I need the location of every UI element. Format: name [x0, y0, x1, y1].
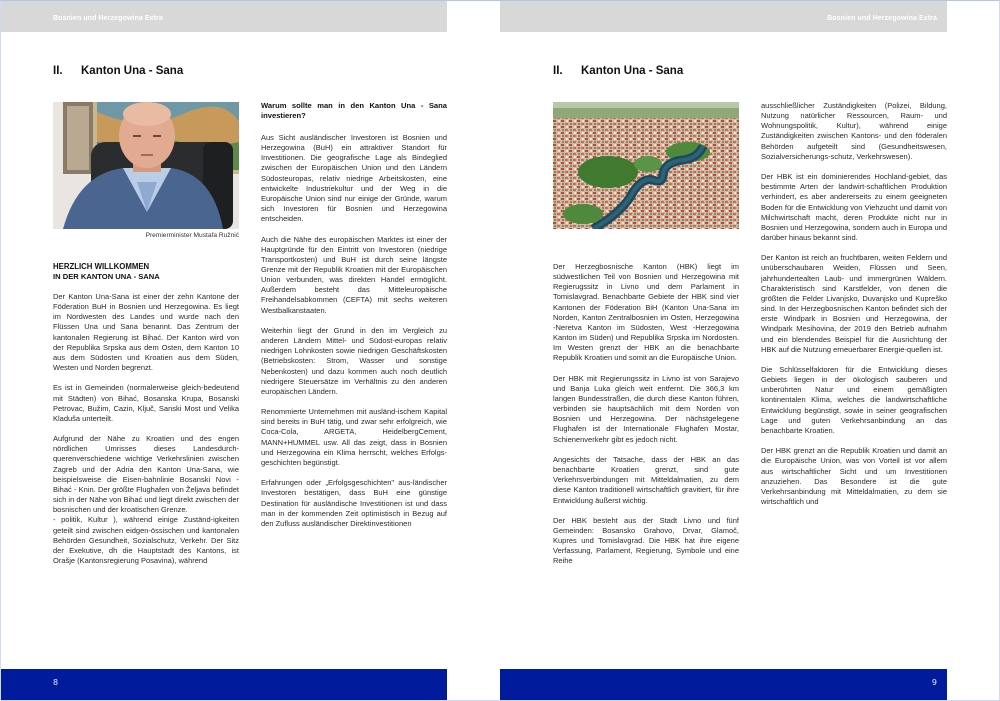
portrait-image — [53, 102, 239, 229]
section-heading — [553, 65, 683, 77]
paragraph: Der HBK besteht aus der Stadt Livno und fünf Gemeinden: Bosansko Grahovo, Drvar, Glamoč, Kupres und Tomislavgrad. Die HBK hat ihre eigene Verfassung, Parlament, Regierung, Symbole und eine Reihe — [553, 515, 739, 566]
section-heading — [53, 65, 183, 77]
paragraph: Angesichts der Tatsache, dass der HBK an das benachbarte Kroatien grenzt, sind gute Verkehrsverbindungen mit Mitteldalmatien, zu dem diese Kanton traditionell wirtschaftlich gravitiert, für ihre Entwicklung äußerst wichtig. — [553, 454, 739, 505]
paragraph: ausschließlicher Zuständigkeiten (Polizei, Bildung, Nutzung natürlicher Ressourcen, Raum- und Wohnungspolitik, Kultur), während einige Zuständigkeiten zwischen Kantons- und den föderalen Behörden aufgeteilt sind (Gesundheitswesen, Sozialversicherungs-schutz, Verkehrswesen). — [761, 101, 947, 161]
left-column-1 — [53, 262, 239, 576]
page-number: 8 — [53, 678, 59, 687]
paragraph: Der Kanton Una-Sana ist einer der zehn Kantone der Föderation BuH in Bosnien und Herzegowina. Es liegt im Nordwesten des Landes und wurde nach den Flüssen Una und Sana benannt. Das Zentrum der kantonalen Regierung ist Bihać. Der Kanton wird von der Republika Srpska aus dem Osten, dem Kanton 10 aus dem Südosten und Kroatien aus dem Süden, Westen und Norden begrenzt. — [53, 292, 239, 373]
paragraph: - politik, Kultur ), während einige Zuständ-igkeiten geteilt sind zwischen eidgen-össischen und kantonalen Behörden Gesundheit, Sozialschutz, Verkehr. Der Sitz der Exekutive, dh die Hauptstadt des Kantons, ist Orašje (Kantonsregierung Posavina), während — [53, 515, 239, 566]
paragraph: Der HBK ist ein dominierendes Hochland-gebiet, das bestimmte Arten der landwirt-schaftlichen Produktion verhindert, es aber andererseits zu einem geeigneten Boden für die Entwicklung von Viehzucht und damit von Milchwirtschaft macht, deren Produkte nicht nur in Bosnien und Herzegowina, sondern auch in Europa und darüber hinaus bekannt sind. — [761, 172, 947, 243]
left-page — [0, 0, 447, 701]
paragraph: Aus Sicht ausländischer Investoren ist Bosnien und Herzegowina (BuH) ein attraktiver Standort für Investitionen. Die geografische Lage als Bindeglied zwischen der Europäischen Union und den Ländern Südosteuropas, relativ niedrige Arbeitskosten, eine entwickelte Industriekultur und der Weg in die Europäische Union sind nur einige der Gründe, warum sich Investoren für Bosnien und Herzegowina entscheiden. — [261, 133, 447, 224]
paragraph: Die Schlüsselfaktoren für die Entwicklung dieses Gebiets liegen in der ökologisch sauberen und unberührten Natur und einem gemäßigten kontinentalen Klima, welches die landwirtschaftliche Entwicklung begünstigt, sowie in seiner geografischen Lage und guten Verkehrsanbindung an das benachbarte Kroatien. — [761, 365, 947, 435]
page-header-band — [500, 0, 947, 32]
section-title: Kanton Una - Sana — [81, 65, 184, 77]
section-number: II. — [553, 65, 563, 77]
paragraph: Der Herzegbosnische Kanton (HBK) liegt im südwestlichen Teil von Bosnien und Herzegowina mit Regierugssitz in Livno und dem Parlament in Tomislavgrad. Benachbarte Gebiete der HBK sind vier Kantonen der Föderation BiH (Kanton Una-Sana im Norden, Kanton Zentralbosnien im Osten, Herzegowina -Neretva Kanton im Südosten, West -Herzegowina Kanton im Süden) und Republika Srpska im Nordosten. Im Westen grenzt der HBK an die benachbarte Republik Kroatien und somit an die Europäische Union. — [553, 262, 739, 363]
publication-title: Bosnien und Herzegowina Extra — [53, 15, 163, 22]
section-number: II. — [53, 65, 63, 77]
portrait-photo — [53, 102, 239, 229]
paragraph: Es ist in Gemeinden (normalerweise gleich-bedeutend mit Städten) von Bihać, Bosanska Krupa, Bosanski Petrovac, Bužim, Cazin, Ključ, Sanski Most und Velika Kladuša unterteilt. — [53, 383, 239, 423]
aerial-town-photo — [553, 102, 739, 229]
paragraph: Der HBK mit Regierungssitz in Livno ist von Sarajevo und Banja Luka gleich weit entfernt. Die 366,3 km langen Bundesstraßen, die durch diese Kanton führen, verbinden sie hauptsächlich mit dem Norden von Bosnien und Herzegowina. Der nächstgelegene Flughafen ist der Internationale Flughafen Mostar, Schienenverkehr gibt es jedoch nicht. — [553, 373, 739, 444]
right-column-2 — [761, 101, 947, 517]
paragraph: Aufgrund der Nähe zu Kroatien und des engen nördlichen Umrisses dieses Landesdurch-querenverschiedene wichtige Verkehrslinien zwischen Zagreb und der Adria den Kanton Una-Sana, wie beispielsweise die Eisen-bahnlinie Bosanski Novi - Bihać - Knin. Der größte Flughafen von Željava befindet sich in der Nähe von Bihać und liegt direkt zwischen der bosnischen und der kroatischen Grenze. — [53, 434, 239, 515]
welcome-heading — [53, 262, 239, 282]
paragraph: Auch die Nähe des europäischen Marktes ist einer der Hauptgründe für den Eintritt von Investoren (niedrige Transportkosten) und BuH ist durch seine längste Grenze mit der Republik Kroatien mit der Europäischen Union verbunden, was direkten Handel ermöglicht. Außerdem besteht das Mitteleuropäische Freihandelsabkommen (CEFTA) mit sechs weiteren Westbalkanstaaten. — [261, 234, 447, 315]
page-footer-band — [0, 669, 447, 701]
paragraph: Der Kanton ist reich an fruchtbaren, weiten Feldern und unüberschaubaren Weiden, Flüssen und Seen, jahrhundertealten Laub- und immergrünen Wäldern. Charakteristisch sind Karstfelder, von denen die größten die Felder Livanjsko, Duvanjsko und Kupreško sind. In der Herzegbosnischen Kanton befindet sich der erste Windpark in Bosnien und Herzegowina, der Windpark Mesihovina, der 2019 den Betrieb aufnahm und ein blendendes Beispiel für die Ausrichtung der HBK auf die Nutzung erneuerbarer Energie-quellen ist. — [761, 253, 947, 354]
page-number: 9 — [931, 678, 937, 687]
page-header-band — [0, 0, 447, 32]
aerial-image — [553, 102, 739, 229]
paragraph: Erfahrungen oder „Erfolgsgeschichten" aus-ländischer Investoren bestätigen, dass BuH eine günstige Destination für ausländische Investitionen ist und dass man in der kommenden Zeit optimistisch in Bezug auf den Zufluss ausländischer Direktinvestitionen — [261, 478, 447, 528]
welcome-heading-line2: IN DER KANTON UNA - SANA — [53, 272, 160, 281]
paragraph: Der HBK grenzt an die Republik Kroatien und damit an die Europäische Union, was von Vorteil ist vor allem aus wirtschaftlicher Sicht und um Investitionen anzuziehen. Das Besondere ist die gute Verkehrsanbindung mit Mitteldalmatien, zu dem sie wirtschaftlich und — [761, 446, 947, 507]
welcome-heading-line1: HERZLICH WILLKOMMEN — [53, 262, 150, 271]
paragraph: Weiterhin liegt der Grund in den im Vergleich zu anderen Ländern Mittel- und Südost-europas relativ niedrigen Lohnkosten sowie niedrigen Geschäftskosten (Betriebskosten: Strom, Wasser und sonstige Nebenkosten) und dazu kommen auch noch deutlich niedrigere Steuersätze im Verhältnis zu den anderen europäischen Ländern. — [261, 325, 447, 396]
right-column-1 — [553, 262, 739, 577]
section-title: Kanton Una - Sana — [581, 65, 684, 77]
page-footer-band — [500, 669, 947, 701]
left-column-2 — [261, 101, 447, 539]
paragraph: Renommierte Unternehmen mit ausländ-ischem Kapital sind bereits in BuH tätig, und zwar sehr erfolgreich, wie Coca-Cola, ARGETA, HeidelbergCement, MANN+HUMMEL usw. All das zeigt, dass in Bosnien und Herzegowina ein Klima herrscht, welches Erfolgs-geschichten begünstigt. — [261, 407, 447, 467]
right-page — [500, 0, 947, 701]
photo-caption: Premierminister Mustafa Ružnić — [145, 232, 239, 239]
publication-title: Bosnien und Herzegowina Extra — [827, 15, 937, 22]
invest-heading: Warum sollte man in den Kanton Una - Sana investieren? — [261, 101, 447, 120]
